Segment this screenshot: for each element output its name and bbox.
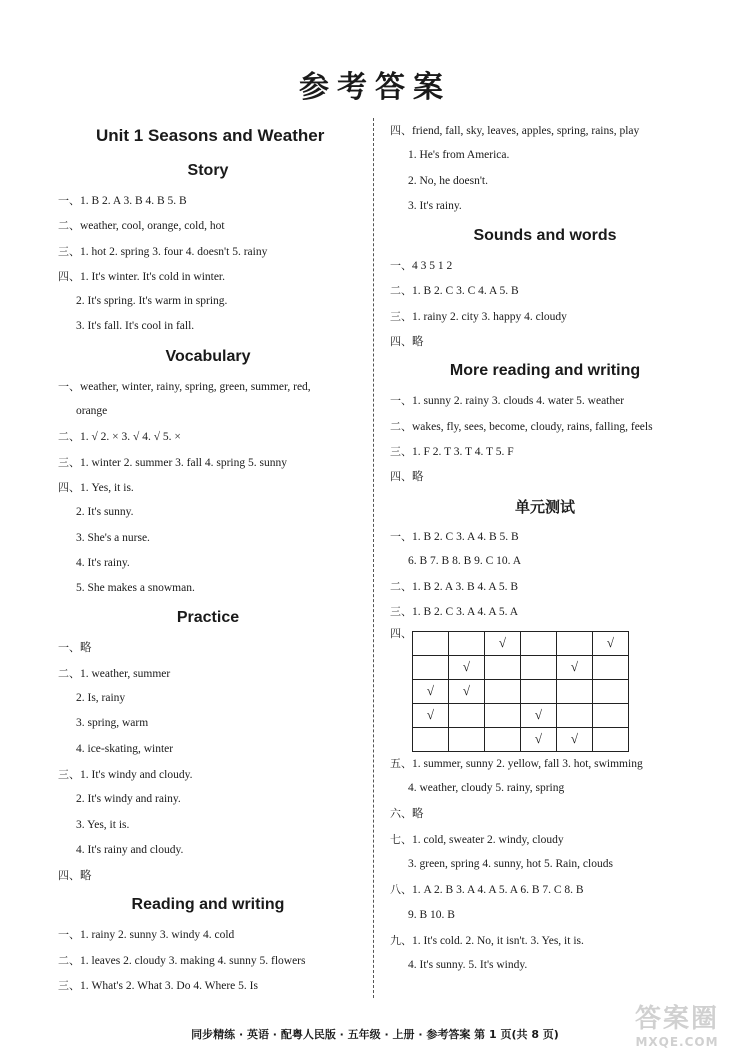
answer-text: 1. B 2. C 3. A 4. B 5. B — [412, 530, 519, 543]
answer-line — [58, 188, 358, 213]
grid-cell — [521, 631, 557, 655]
section-heading-vocabulary: Vocabulary — [165, 347, 251, 365]
answer-line — [390, 928, 700, 953]
answer-text: 1. Yes, it is. — [80, 481, 134, 494]
answer-text: 1. weather, summer — [80, 667, 171, 680]
answer-line — [58, 475, 358, 500]
answer-line — [58, 838, 358, 863]
left-column — [58, 118, 358, 998]
watermark-url: MXQE.COM — [635, 1035, 719, 1049]
answer-text: 1. It's windy and cloudy. — [80, 768, 193, 781]
unit-title: Unit 1 Seasons and Weather — [96, 126, 325, 145]
answer-text: orange — [76, 405, 108, 418]
grid-cell — [521, 679, 557, 703]
answer-line — [58, 450, 358, 475]
answer-text: 1. cold, sweater 2. windy, cloudy — [412, 833, 564, 846]
grid-row — [413, 703, 629, 727]
answer-line — [390, 388, 700, 413]
answer-text: weather, cool, orange, cold, hot — [80, 220, 225, 233]
grid-cell: √ — [521, 727, 557, 751]
vocabulary-answers — [58, 374, 358, 602]
grid-cell: √ — [521, 703, 557, 727]
grid-cell — [557, 703, 593, 727]
reading-writing-answers — [58, 922, 358, 998]
grid-cell: √ — [413, 703, 449, 727]
answer-text: 1. He's from America. — [408, 149, 510, 162]
grid-cell: √ — [557, 727, 593, 751]
grid-row — [413, 655, 629, 679]
question-number: 二、 — [390, 419, 412, 433]
answer-text: 略 — [412, 336, 424, 349]
answer-text: 4 3 5 1 2 — [412, 260, 453, 273]
question-number: 四、 — [390, 470, 412, 484]
grid-cell — [413, 727, 449, 751]
answer-grid — [412, 631, 629, 752]
grid-cell: √ — [413, 679, 449, 703]
grid-cell: √ — [557, 655, 593, 679]
answer-line — [390, 751, 700, 776]
answer-text: wakes, fly, sees, become, cloudy, rains, falling, feels — [412, 420, 653, 433]
more-reading-answers — [390, 388, 700, 489]
answer-line — [390, 574, 700, 599]
answer-text: 1. rainy 2. city 3. happy 4. cloudy — [412, 310, 567, 323]
answer-text: friend, fall, sky, leaves, apples, spring, rains, play — [412, 125, 640, 137]
answer-text: 1. What's 2. What 3. Do 4. Where 5. Is — [80, 980, 258, 993]
question-number: 二、 — [58, 953, 80, 967]
answer-line — [390, 827, 700, 852]
answer-line — [58, 239, 358, 264]
answer-text: 1. A 2. B 3. A 4. A 5. A 6. B 7. C 8. B — [412, 884, 584, 897]
answer-text: weather, winter, rainy, spring, green, summer, red, — [80, 380, 311, 393]
question-number: 四、 — [58, 869, 80, 883]
answer-text: 1. winter 2. summer 3. fall 4. spring 5. sunny — [80, 456, 287, 469]
section-heading-more-reading: More reading and writing — [449, 362, 641, 380]
answer-text: 1. B 2. C 3. A 4. A 5. A — [412, 606, 519, 619]
answer-line — [390, 877, 700, 902]
answer-line — [390, 304, 700, 329]
question-number: 三、 — [390, 605, 412, 619]
grid-cell — [593, 703, 629, 727]
question-number: 九、 — [390, 933, 412, 947]
section-heading-sounds-words: Sounds and words — [473, 227, 617, 245]
grid-cell — [593, 727, 629, 751]
question-number: 三、 — [58, 455, 80, 469]
practice-answers — [58, 635, 358, 888]
answer-line — [390, 278, 700, 303]
answer-line — [390, 439, 700, 464]
grid-cell — [449, 703, 485, 727]
answer-line — [390, 143, 700, 168]
answer-line — [58, 813, 358, 838]
answer-text: 略 — [80, 870, 92, 883]
answer-line — [390, 329, 700, 354]
answer-line — [58, 213, 358, 238]
answer-line — [58, 500, 358, 525]
question-number: 三、 — [58, 767, 80, 781]
answer-text: 2. No, he doesn't. — [408, 174, 489, 187]
answer-line — [58, 922, 358, 947]
question-number: 四、 — [390, 124, 412, 137]
question-number: 一、 — [390, 529, 412, 543]
answer-line — [390, 524, 700, 549]
answer-line — [390, 776, 700, 801]
page-title: 参考答案 — [299, 70, 451, 105]
section-heading-practice: Practice — [176, 609, 240, 627]
answer-line — [58, 526, 358, 551]
grid-cell: √ — [485, 631, 521, 655]
answer-line — [390, 253, 700, 278]
grid-cell — [485, 727, 521, 751]
question-number: 三、 — [58, 979, 80, 993]
grid-cell — [593, 655, 629, 679]
question-number: 四、 — [58, 269, 80, 283]
grid-cell — [557, 631, 593, 655]
answer-text: 略 — [80, 642, 92, 655]
question-number: 二、 — [58, 219, 80, 233]
answer-text: 3. Yes, it is. — [76, 818, 130, 831]
answer-line — [58, 399, 358, 424]
grid-cell — [449, 631, 485, 655]
question-number: 三、 — [58, 244, 80, 258]
question-number: 一、 — [58, 379, 80, 393]
answer-text: 4. It's rainy. — [76, 556, 130, 569]
grid-cell — [449, 727, 485, 751]
grid-cell — [413, 655, 449, 679]
question-number: 三、 — [390, 444, 412, 458]
answer-line — [58, 737, 358, 762]
question-number: 六、 — [390, 807, 412, 821]
question-number: 一、 — [58, 194, 80, 207]
answer-line — [390, 903, 700, 928]
grid-cell — [485, 655, 521, 679]
question-number: 三、 — [390, 309, 412, 323]
answer-text: 1. It's cold. 2. No, it isn't. 3. Yes, it is. — [412, 934, 584, 947]
question-number: 二、 — [58, 666, 80, 680]
answer-text: 4. ice-skating, winter — [76, 742, 174, 755]
answer-text: 1. It's winter. It's cold in winter. — [80, 270, 226, 283]
column-divider — [373, 118, 374, 998]
answer-text: 6. B 7. B 8. B 9. C 10. A — [408, 554, 522, 567]
grid-row — [413, 679, 629, 703]
question-number: 一、 — [58, 641, 80, 655]
question-number: 八、 — [390, 883, 412, 897]
grid-cell — [557, 679, 593, 703]
section-heading-reading-writing: Reading and writing — [131, 896, 285, 914]
answer-line — [390, 194, 700, 219]
answer-text: 1. leaves 2. cloudy 3. making 4. sunny 5. flowers — [80, 954, 306, 967]
answer-line — [58, 711, 358, 736]
answer-line — [58, 264, 358, 289]
question-number: 七、 — [390, 832, 412, 846]
answer-text: 1. summer, sunny 2. yellow, fall 3. hot, swimming — [412, 757, 643, 770]
answer-text: 2. It's sunny. — [76, 506, 134, 519]
answer-text: 略 — [412, 808, 424, 821]
answer-line — [390, 169, 700, 194]
section-heading-unit-test: 单元测试 — [514, 497, 575, 516]
answer-line — [58, 948, 358, 973]
answer-line — [390, 599, 700, 624]
answer-line — [58, 314, 358, 339]
reading-writing-continued — [390, 118, 700, 219]
answer-line — [390, 852, 700, 877]
answer-text: 1. √ 2. × 3. √ 4. √ 5. × — [80, 431, 181, 444]
answer-text: 5. She makes a snowman. — [76, 582, 195, 595]
answer-line — [58, 686, 358, 711]
answer-text: 1. hot 2. spring 3. four 4. doesn't 5. rainy — [80, 245, 268, 258]
answer-text: 3. green, spring 4. sunny, hot 5. Rain, clouds — [408, 857, 613, 870]
answer-line — [58, 661, 358, 686]
answer-line — [390, 118, 700, 143]
sounds-words-answers — [390, 253, 700, 354]
answer-text: 1. B 2. C 3. C 4. A 5. B — [412, 285, 519, 298]
unit-test-answers-a — [390, 524, 700, 625]
answer-line — [58, 787, 358, 812]
question-number: 四、 — [58, 480, 80, 494]
answer-text: 1. B 2. A 3. B 4. A 5. B — [412, 581, 519, 594]
grid-cell: √ — [449, 655, 485, 679]
question-number: 一、 — [390, 259, 412, 273]
grid-cell — [485, 703, 521, 727]
grid-cell: √ — [593, 631, 629, 655]
answer-line — [58, 576, 358, 601]
answer-text: 9. B 10. B — [408, 908, 455, 921]
answer-text: 1. sunny 2. rainy 3. clouds 4. water 5. weather — [412, 395, 625, 408]
answer-text: 2. It's windy and rainy. — [76, 793, 181, 806]
answer-line — [390, 549, 700, 574]
answer-line — [58, 551, 358, 576]
answer-text: 2. It's spring. It's warm in spring. — [76, 295, 228, 308]
answer-text: 1. F 2. T 3. T 4. T 5. F — [412, 445, 514, 458]
answer-line — [58, 289, 358, 314]
answer-line — [58, 762, 358, 787]
answer-line — [390, 801, 700, 826]
answer-text: 4. It's sunny. 5. It's windy. — [408, 959, 528, 972]
answer-text: 1. B 2. A 3. B 4. B 5. B — [80, 195, 187, 207]
question-number: 四、 — [390, 626, 412, 640]
answer-text: 4. weather, cloudy 5. rainy, spring — [408, 782, 565, 795]
page-footer: 同步精练 · 英语 · 配粤人民版 · 五年级 · 上册 · 参考答案 第 1 页(共 8 页) — [191, 1028, 559, 1041]
grid-cell: √ — [449, 679, 485, 703]
grid-cell — [413, 631, 449, 655]
question-number: 二、 — [390, 580, 412, 594]
question-number: 二、 — [390, 284, 412, 298]
answer-text: 3. She's a nurse. — [76, 531, 150, 544]
grid-row — [413, 631, 629, 655]
watermark-brand: 答案圈 — [634, 1004, 719, 1034]
answer-line — [58, 863, 358, 888]
watermark-logo — [612, 1003, 742, 1059]
answer-text: 4. It's rainy and cloudy. — [76, 843, 184, 856]
answer-line — [58, 424, 358, 449]
unit-test-grid-row — [390, 625, 700, 751]
right-column — [390, 118, 700, 978]
answer-text: 3. spring, warm — [76, 717, 149, 730]
answer-text: 3. It's rainy. — [408, 199, 462, 212]
grid-cell — [485, 679, 521, 703]
question-number: 一、 — [390, 394, 412, 408]
answer-line — [390, 464, 700, 489]
section-heading-story: Story — [187, 162, 229, 179]
answer-text: 略 — [412, 471, 424, 484]
answer-line — [390, 953, 700, 978]
question-number: 五、 — [390, 756, 412, 770]
question-number: 一、 — [58, 928, 80, 942]
grid-cell — [593, 679, 629, 703]
answer-text: 3. It's fall. It's cool in fall. — [76, 320, 195, 333]
answer-text: 1. rainy 2. sunny 3. windy 4. cold — [80, 929, 235, 942]
story-answers — [58, 188, 358, 340]
question-number: 二、 — [58, 430, 80, 444]
answer-line — [58, 973, 358, 998]
answer-text: 2. Is, rainy — [76, 692, 126, 705]
answer-line — [58, 374, 358, 399]
answer-line — [58, 635, 358, 660]
answer-line — [390, 414, 700, 439]
grid-cell — [521, 655, 557, 679]
unit-test-answers-b — [390, 751, 700, 979]
question-number: 四、 — [390, 335, 412, 349]
grid-row — [413, 727, 629, 751]
